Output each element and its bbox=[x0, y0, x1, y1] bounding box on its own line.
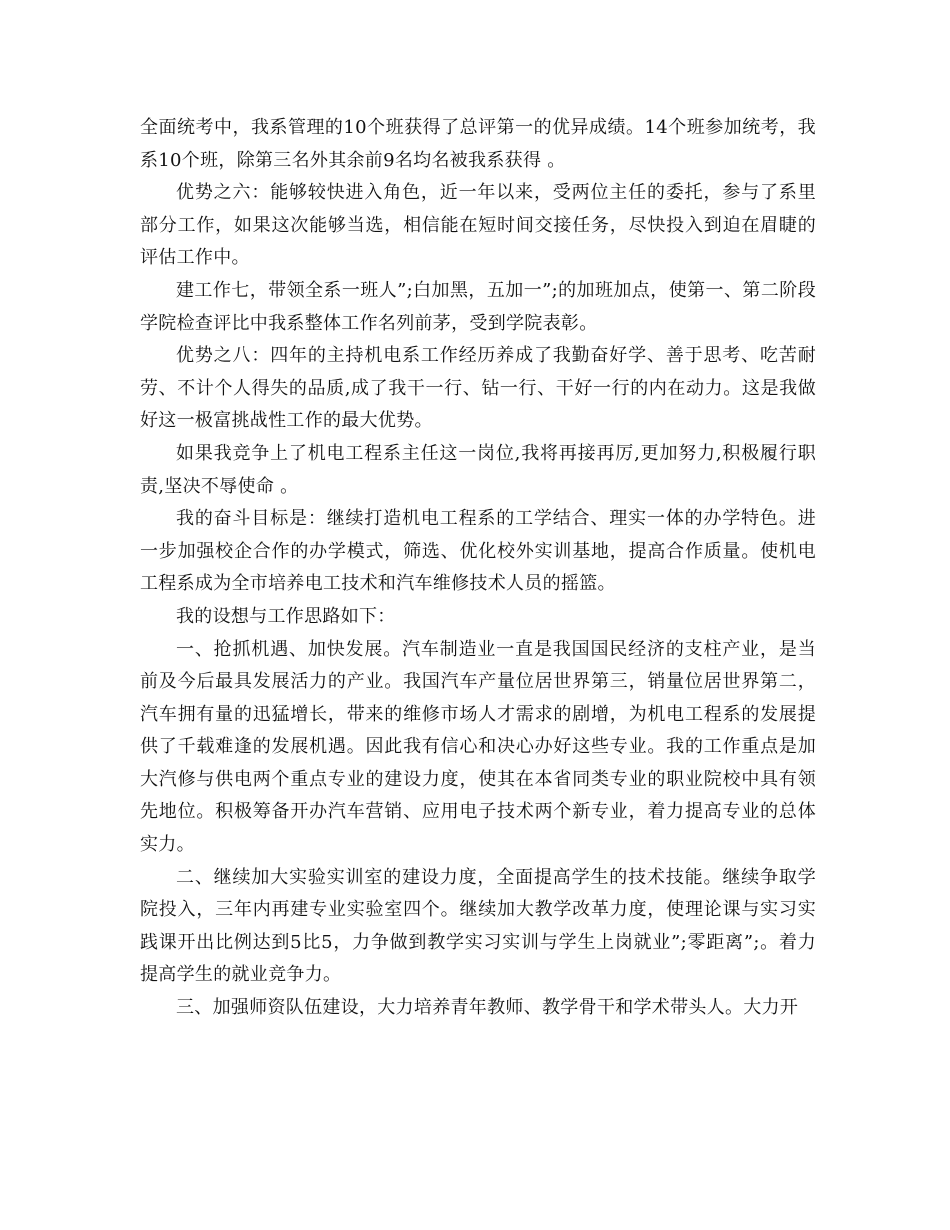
paragraph-7: 我的设想与工作思路如下： bbox=[176, 605, 396, 627]
paragraph-10: 三、加强师资队伍建设，大力培养青年教师、教学骨干和学术带头人。大力开 bbox=[176, 997, 799, 1019]
paragraph-2: 优势之六：能够较快进入角色，近一年以来，受两位主任的委托，参与了系里部分工作，如果这次能够当选，相信能在短时间交接任务，尽快投入到迫在眉睫的评估工作中。 bbox=[140, 182, 816, 269]
paragraph-3: 建工作七，带领全系一班人”;白加黑，五加一”;的加班加点，使第一、第二阶段学院检查评比中我系整体工作名列前茅，受到学院表彰。 bbox=[140, 279, 816, 334]
paragraph-9: 二、继续加大实验实训室的建设力度，全面提高学生的技术技能。继续争取学院投入，三年内再建专业实验室四个。继续加大教学改革力度，使理论课与实习实践课开出比例达到5比5，力争做到教学实习实训与学生上岗就业”;零距离”;。着力提高学生的就业竞争力。 bbox=[140, 866, 816, 986]
paragraph-8: 一、抢抓机遇、加快发展。汽车制造业一直是我国国民经济的支柱产业，是当前及今后最具发展活力的产业。我国汽车产量位居世界第三，销量位居世界第二，汽车拥有量的迅猛增长，带来的维修市场人才需求的剧增，为机电工程系的发展提供了千载难逢的发展机遇。因此我有信心和决心办好这些专业。我的工作重点是加大汽修与供电两个重点专业的建设力度，使其在本省同类专业的职业院校中具有领先地位。积极筹备开办汽车营销、应用电子技术两个新专业，着力提高专业的总体实力。 bbox=[140, 638, 816, 856]
document-body bbox=[140, 112, 816, 1025]
paragraph-4: 优势之八：四年的主持机电系工作经历养成了我勤奋好学、善于思考、吃苦耐劳、不计个人得失的品质,成了我干一行、钻一行、干好一行的内在动力。这是我做好这一极富挑战性工作的最大优势。 bbox=[140, 345, 816, 432]
paragraph-1: 全面统考中，我系管理的10个班获得了总评第一的优异成绩。14个班参加统考，我系10个班，除第三名外其余前9名均名被我系获得 。 bbox=[140, 117, 816, 171]
paragraph-6: 我的奋斗目标是：继续打造机电工程系的工学结合、理实一体的办学特色。进一步加强校企合作的办学模式，筛选、优化校外实训基地，提高合作质量。使机电工程系成为全市培养电工技术和汽车维修技术人员的摇篮。 bbox=[140, 508, 816, 595]
paragraph-5: 如果我竞争上了机电工程系主任这一岗位,我将再接再厉,更加努力,积极履行职责,坚决不辱使命 。 bbox=[140, 442, 816, 497]
